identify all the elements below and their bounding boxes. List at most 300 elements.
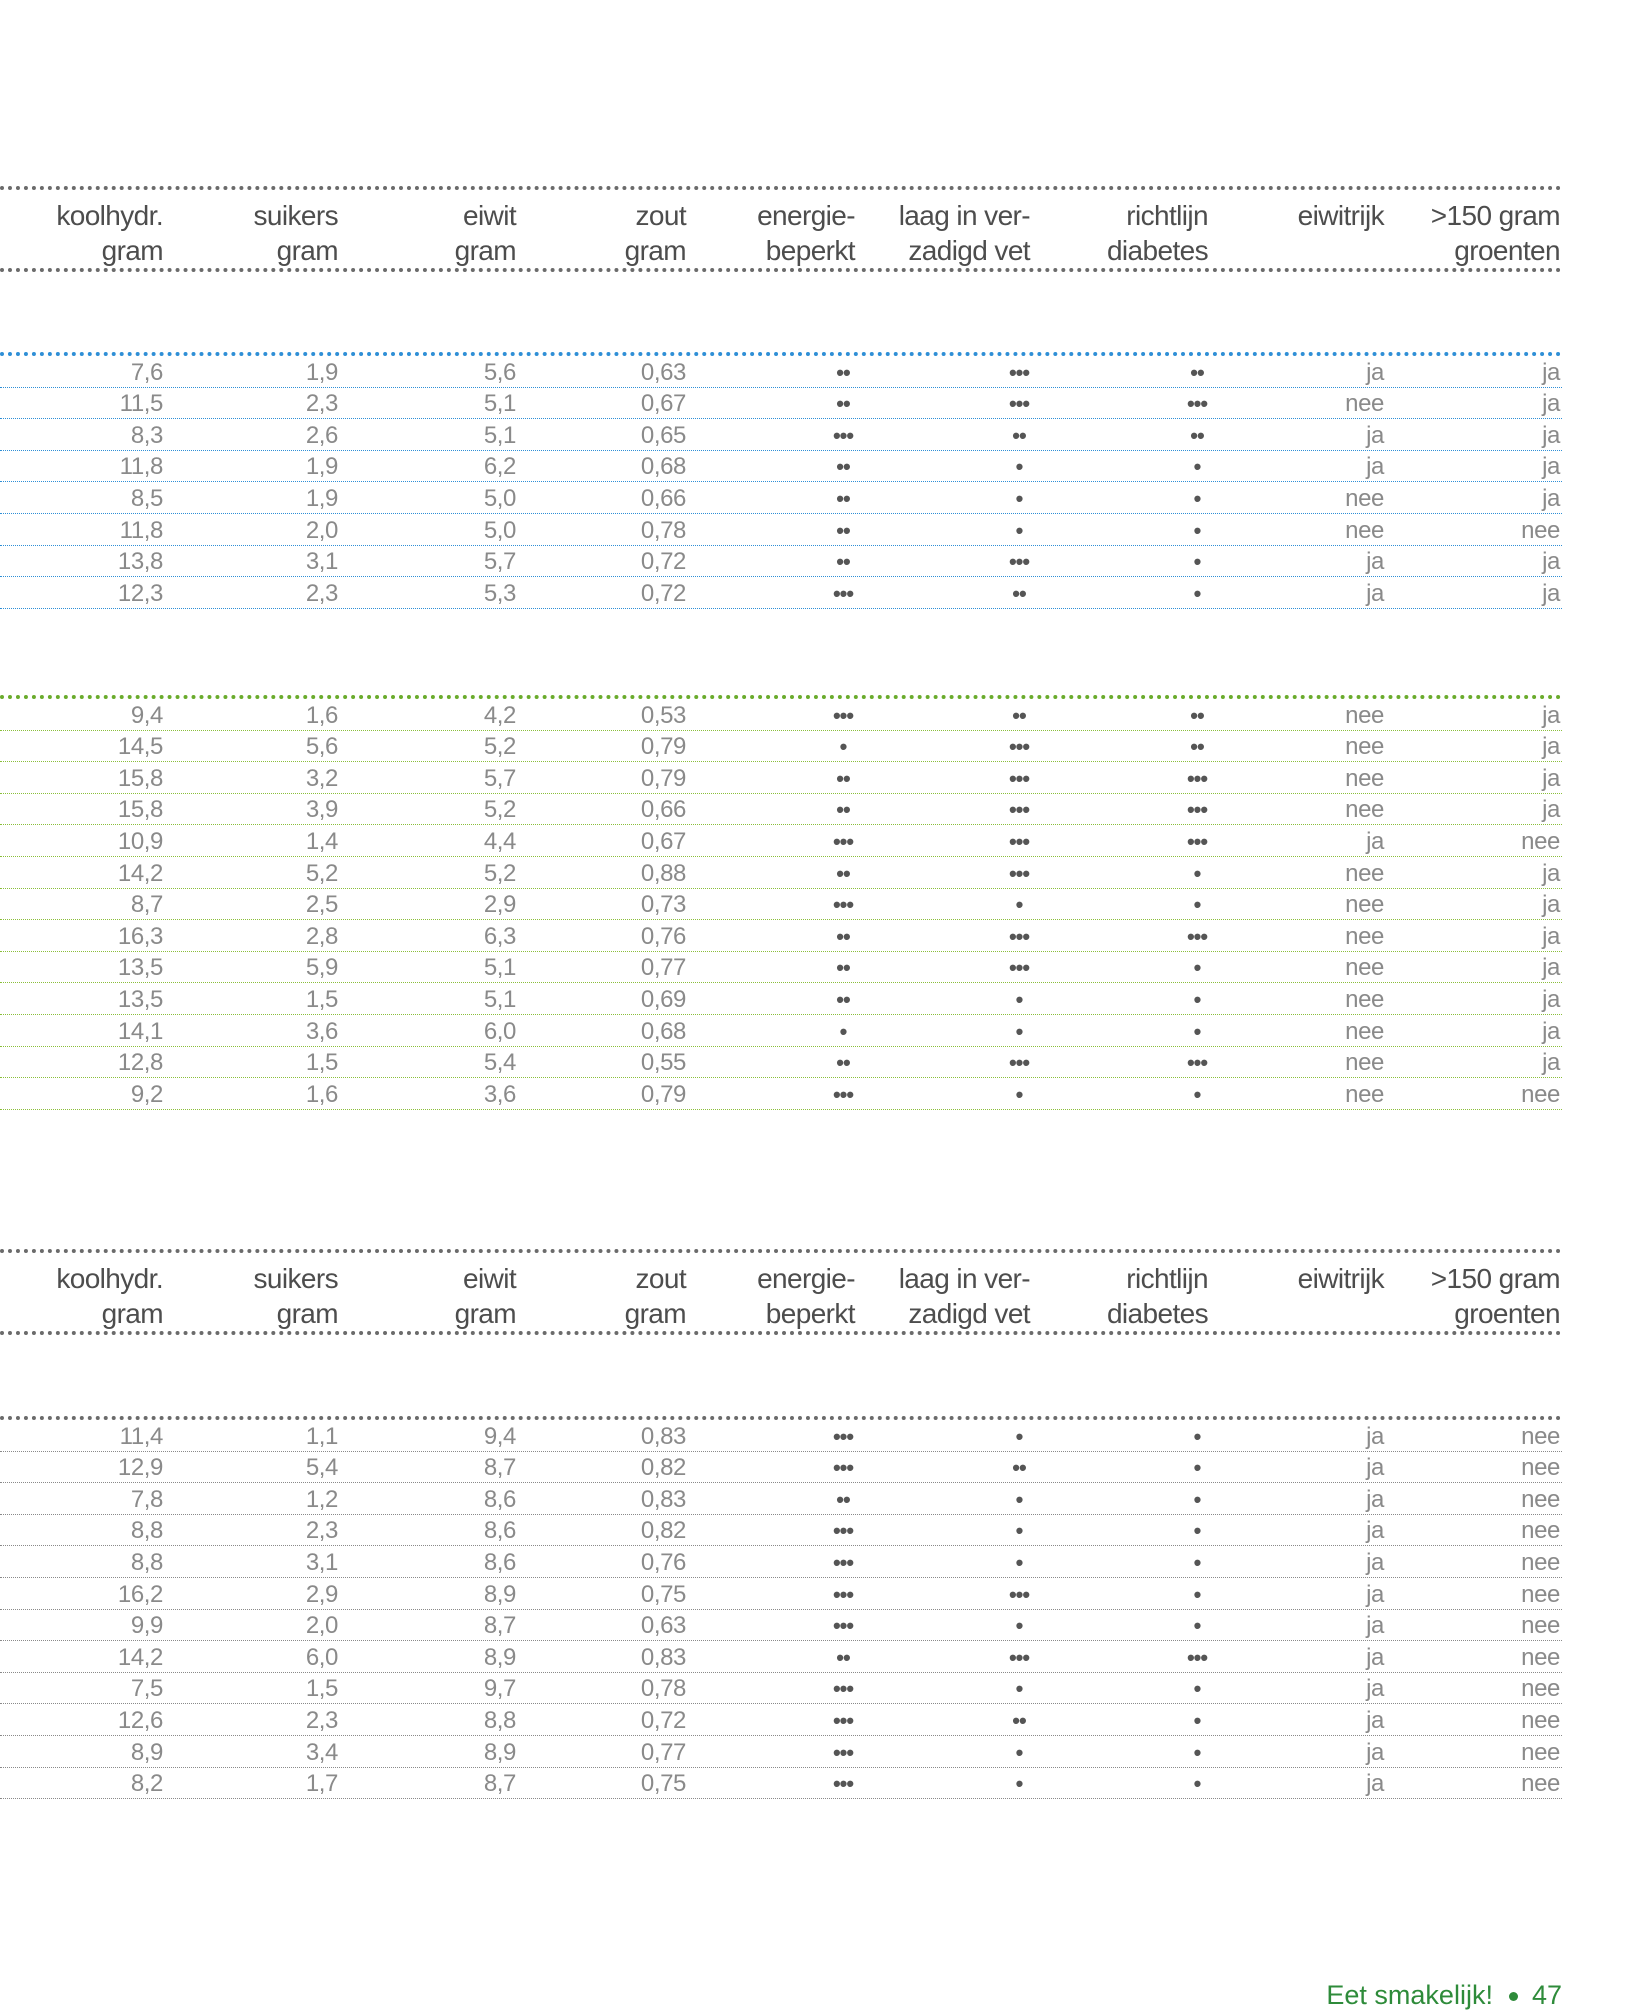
cell-koolhydr: 11,5 (119, 390, 163, 418)
cell-energie: ••• (832, 1549, 854, 1575)
cell-zout: 0,77 (640, 954, 686, 982)
cell-eiwit: 9,7 (483, 1675, 516, 1703)
cell-eiwitrijk: nee (1345, 484, 1384, 512)
cell-energie: •• (836, 1050, 850, 1076)
cell-zout: 0,67 (640, 827, 686, 855)
cell-koolhydr: 8,5 (130, 484, 163, 512)
cell-zout: 0,82 (640, 1454, 686, 1482)
cell-diabetes: ••• (1186, 828, 1208, 854)
cell-koolhydr: 7,6 (130, 358, 163, 386)
cell-eiwit: 8,9 (483, 1738, 516, 1766)
cell-energie: •• (836, 955, 850, 981)
table-row (0, 419, 1562, 451)
header-eiwit (455, 1261, 516, 1331)
cell-energie: ••• (832, 1581, 854, 1607)
cell-koolhydr: 14,2 (117, 1643, 163, 1671)
cell-groenten: ja (1542, 484, 1560, 512)
cell-koolhydr: 8,2 (130, 1770, 163, 1798)
cell-suikers: 1,6 (305, 701, 338, 729)
cell-energie: ••• (832, 892, 854, 918)
cell-vet: ••• (1008, 765, 1030, 791)
cell-eiwit: 8,7 (483, 1454, 516, 1482)
cell-eiwitrijk: ja (1366, 1770, 1384, 1798)
cell-eiwit: 5,1 (483, 954, 516, 982)
cell-energie: •• (836, 517, 850, 543)
cell-diabetes: • (1193, 1486, 1201, 1512)
table-row (0, 1768, 1562, 1800)
cell-eiwitrijk: ja (1366, 548, 1384, 576)
cell-eiwitrijk: ja (1366, 1643, 1384, 1671)
cell-vet: •• (1012, 702, 1026, 728)
header-line: groenten (1454, 235, 1560, 266)
cell-groenten: ja (1542, 954, 1560, 982)
header-line (1298, 233, 1384, 268)
cell-energie: •• (836, 454, 850, 480)
header-line: richtlijn (1126, 200, 1208, 231)
cell-energie: ••• (832, 1771, 854, 1797)
table-row (0, 1610, 1562, 1642)
cell-energie: ••• (832, 1676, 854, 1702)
section-rows (0, 699, 1562, 1110)
cell-diabetes: ••• (1186, 923, 1208, 949)
cell-vet: • (1015, 1549, 1023, 1575)
cell-vet: •• (1012, 422, 1026, 448)
header-line: gram (624, 1298, 686, 1329)
cell-suikers: 1,7 (305, 1770, 338, 1798)
table-row (0, 388, 1562, 420)
header-line: laag in ver- (898, 200, 1030, 231)
cell-groenten: ja (1542, 358, 1560, 386)
cell-koolhydr: 14,1 (117, 1017, 163, 1045)
page-number: 47 (1531, 1980, 1562, 2010)
cell-diabetes: • (1193, 485, 1201, 511)
cell-eiwit: 5,0 (483, 484, 516, 512)
header-eiwitrijk (1298, 1261, 1384, 1331)
header-line: koolhydr. (56, 1263, 163, 1294)
cell-groenten: nee (1521, 1675, 1560, 1703)
header-line: gram (101, 235, 163, 266)
header-diabetes (1107, 198, 1208, 268)
cell-groenten: nee (1521, 1454, 1560, 1482)
cell-suikers: 5,4 (305, 1454, 338, 1482)
cell-eiwitrijk: ja (1366, 1706, 1384, 1734)
cell-energie: ••• (832, 702, 854, 728)
cell-vet: ••• (1008, 391, 1030, 417)
table-row (0, 1515, 1562, 1547)
header-line: zout (635, 200, 686, 231)
header-line: diabetes (1106, 1298, 1208, 1329)
cell-diabetes: • (1193, 580, 1201, 606)
cell-eiwitrijk: ja (1366, 579, 1384, 607)
cell-koolhydr: 12,3 (117, 579, 163, 607)
header-line: groenten (1454, 1298, 1560, 1329)
cell-suikers: 5,2 (305, 859, 338, 887)
cell-koolhydr: 8,8 (130, 1548, 163, 1576)
table-section-green (0, 695, 1562, 1110)
table-row (0, 983, 1562, 1015)
cell-groenten: ja (1542, 701, 1560, 729)
cell-diabetes: • (1193, 1771, 1201, 1797)
header-line: eiwit (462, 200, 516, 231)
header-energie (757, 198, 855, 268)
cell-energie: ••• (832, 1707, 854, 1733)
table-row (0, 731, 1562, 763)
cell-eiwitrijk: nee (1345, 796, 1384, 824)
cell-zout: 0,79 (640, 764, 686, 792)
cell-vet: ••• (1008, 1581, 1030, 1607)
table-row (0, 1015, 1562, 1047)
table-row (0, 546, 1562, 578)
header-line: gram (101, 1298, 163, 1329)
cell-energie: •• (836, 359, 850, 385)
cell-vet: •• (1012, 1455, 1026, 1481)
table-row (0, 451, 1562, 483)
table-section-gray (0, 1416, 1562, 1799)
table-row (0, 920, 1562, 952)
cell-zout: 0,75 (640, 1770, 686, 1798)
cell-vet: ••• (1008, 955, 1030, 981)
cell-suikers: 1,6 (305, 1080, 338, 1108)
cell-groenten: nee (1521, 516, 1560, 544)
cell-suikers: 2,6 (305, 421, 338, 449)
header-suikers (254, 1261, 339, 1331)
header-line: diabetes (1106, 235, 1208, 266)
cell-eiwit: 5,0 (483, 516, 516, 544)
cell-diabetes: • (1193, 1018, 1201, 1044)
cell-zout: 0,73 (640, 891, 686, 919)
cell-suikers: 1,9 (305, 358, 338, 386)
cell-eiwit: 4,2 (483, 701, 516, 729)
table-row (0, 889, 1562, 921)
cell-koolhydr: 15,8 (117, 796, 163, 824)
header-line: energie- (757, 200, 855, 231)
cell-vet: ••• (1008, 359, 1030, 385)
cell-suikers: 1,2 (305, 1485, 338, 1513)
header-zout (625, 198, 686, 268)
cell-eiwit: 5,7 (483, 548, 516, 576)
cell-diabetes: • (1193, 549, 1201, 575)
cell-groenten: nee (1521, 827, 1560, 855)
cell-diabetes: ••• (1186, 797, 1208, 823)
cell-vet: ••• (1008, 828, 1030, 854)
cell-diabetes: •• (1190, 359, 1204, 385)
cell-eiwit: 8,9 (483, 1580, 516, 1608)
cell-koolhydr: 14,5 (117, 733, 163, 761)
cell-koolhydr: 13,5 (117, 954, 163, 982)
cell-vet: ••• (1008, 549, 1030, 575)
header-line: beperkt (765, 235, 855, 266)
cell-eiwitrijk: nee (1345, 516, 1384, 544)
header-line: beperkt (765, 1298, 855, 1329)
cell-suikers: 2,3 (305, 1517, 338, 1545)
cell-diabetes: • (1193, 454, 1201, 480)
cell-vet: • (1015, 454, 1023, 480)
cell-diabetes: • (1193, 1518, 1201, 1544)
table-section-blue (0, 352, 1562, 609)
table-row (0, 514, 1562, 546)
header-suikers (254, 198, 339, 268)
cell-suikers: 1,4 (305, 827, 338, 855)
cell-zout: 0,78 (640, 1675, 686, 1703)
cell-diabetes: •• (1190, 702, 1204, 728)
cell-groenten: ja (1542, 548, 1560, 576)
cell-koolhydr: 8,9 (130, 1738, 163, 1766)
cell-zout: 0,72 (640, 1706, 686, 1734)
cell-koolhydr: 16,3 (117, 922, 163, 950)
header-line: suikers (253, 1263, 338, 1294)
cell-eiwitrijk: ja (1366, 1517, 1384, 1545)
cell-diabetes: • (1193, 986, 1201, 1012)
cell-zout: 0,79 (640, 1080, 686, 1108)
cell-eiwit: 8,7 (483, 1612, 516, 1640)
cell-diabetes: • (1193, 860, 1201, 886)
cell-suikers: 2,3 (305, 579, 338, 607)
cell-vet: •• (1012, 580, 1026, 606)
cell-eiwit: 8,7 (483, 1770, 516, 1798)
page-footer (1326, 1980, 1562, 2011)
cell-vet: • (1015, 1676, 1023, 1702)
cell-koolhydr: 11,8 (119, 453, 163, 481)
cell-energie: ••• (832, 1613, 854, 1639)
cell-koolhydr: 7,8 (130, 1485, 163, 1513)
cell-energie: ••• (832, 1518, 854, 1544)
cell-suikers: 2,3 (305, 390, 338, 418)
cell-zout: 0,66 (640, 796, 686, 824)
cell-koolhydr: 8,7 (130, 891, 163, 919)
cell-eiwitrijk: ja (1366, 1422, 1384, 1450)
cell-koolhydr: 13,8 (117, 548, 163, 576)
cell-groenten: nee (1521, 1580, 1560, 1608)
cell-energie: •• (836, 923, 850, 949)
table-row (0, 794, 1562, 826)
cell-suikers: 1,5 (305, 1675, 338, 1703)
cell-koolhydr: 7,5 (130, 1675, 163, 1703)
table-row (0, 762, 1562, 794)
cell-diabetes: • (1193, 517, 1201, 543)
cell-groenten: nee (1521, 1706, 1560, 1734)
cell-suikers: 2,8 (305, 922, 338, 950)
cell-vet: ••• (1008, 1644, 1030, 1670)
cell-groenten: ja (1542, 985, 1560, 1013)
table-row (0, 1673, 1562, 1705)
cell-eiwit: 5,2 (483, 796, 516, 824)
cell-energie: •• (836, 1644, 850, 1670)
cell-energie: •• (836, 986, 850, 1012)
cell-zout: 0,68 (640, 453, 686, 481)
header-line: gram (624, 235, 686, 266)
cell-eiwit: 5,1 (483, 985, 516, 1013)
table-row (0, 1452, 1562, 1484)
cell-eiwit: 5,2 (483, 859, 516, 887)
cell-koolhydr: 10,9 (117, 827, 163, 855)
cell-vet: • (1015, 517, 1023, 543)
cell-suikers: 3,2 (305, 764, 338, 792)
cell-vet: • (1015, 1613, 1023, 1639)
header-zout (625, 1261, 686, 1331)
cell-eiwit: 5,2 (483, 733, 516, 761)
cell-eiwitrijk: nee (1345, 859, 1384, 887)
cell-koolhydr: 14,2 (117, 859, 163, 887)
header-row (0, 190, 1562, 268)
cell-koolhydr: 9,9 (130, 1612, 163, 1640)
cell-diabetes: ••• (1186, 765, 1208, 791)
cell-eiwitrijk: ja (1366, 421, 1384, 449)
header-bottom-rule (0, 268, 1562, 272)
cell-eiwitrijk: ja (1366, 1548, 1384, 1576)
header-line: koolhydr. (56, 200, 163, 231)
cell-eiwit: 8,8 (483, 1706, 516, 1734)
header-vet (899, 1261, 1030, 1331)
cell-suikers: 2,0 (305, 516, 338, 544)
table-row (0, 1704, 1562, 1736)
cell-vet: ••• (1008, 860, 1030, 886)
header-koolhydr (56, 198, 163, 268)
cell-energie: ••• (832, 1455, 854, 1481)
header-groenten (1431, 198, 1560, 268)
cell-diabetes: • (1193, 1423, 1201, 1449)
cell-diabetes: • (1193, 1707, 1201, 1733)
cell-suikers: 3,4 (305, 1738, 338, 1766)
cell-diabetes: • (1193, 1581, 1201, 1607)
cell-eiwitrijk: ja (1366, 1580, 1384, 1608)
cell-vet: ••• (1008, 1050, 1030, 1076)
cell-suikers: 1,9 (305, 453, 338, 481)
table-row (0, 699, 1562, 731)
cell-diabetes: •• (1190, 734, 1204, 760)
cell-suikers: 2,9 (305, 1580, 338, 1608)
column-header-top (0, 186, 1562, 272)
cell-suikers: 3,9 (305, 796, 338, 824)
cell-zout: 0,53 (640, 701, 686, 729)
cell-groenten: ja (1542, 579, 1560, 607)
cell-energie: ••• (832, 828, 854, 854)
cell-suikers: 3,1 (305, 548, 338, 576)
cell-energie: • (839, 734, 847, 760)
cell-diabetes: • (1193, 1455, 1201, 1481)
table-row (0, 1546, 1562, 1578)
header-bottom-rule (0, 1331, 1562, 1335)
cell-groenten: nee (1521, 1770, 1560, 1798)
cell-zout: 0,75 (640, 1580, 686, 1608)
header-line: gram (454, 1298, 516, 1329)
cell-eiwitrijk: ja (1366, 453, 1384, 481)
table-row (0, 1578, 1562, 1610)
cell-eiwitrijk: nee (1345, 764, 1384, 792)
table-row (0, 577, 1562, 609)
cell-suikers: 1,9 (305, 484, 338, 512)
cell-energie: ••• (832, 580, 854, 606)
cell-koolhydr: 11,4 (119, 1422, 163, 1450)
cell-zout: 0,82 (640, 1517, 686, 1545)
header-groenten (1431, 1261, 1560, 1331)
header-line: >150 gram (1430, 1263, 1560, 1294)
cell-vet: • (1015, 1518, 1023, 1544)
cell-suikers: 2,5 (305, 891, 338, 919)
cell-diabetes: • (1193, 892, 1201, 918)
cell-zout: 0,69 (640, 985, 686, 1013)
table-row (0, 857, 1562, 889)
cell-zout: 0,55 (640, 1049, 686, 1077)
cell-zout: 0,83 (640, 1422, 686, 1450)
cell-eiwitrijk: nee (1345, 1017, 1384, 1045)
table-row (0, 482, 1562, 514)
cell-eiwitrijk: ja (1366, 1675, 1384, 1703)
cell-energie: •• (836, 860, 850, 886)
cell-koolhydr: 9,2 (130, 1080, 163, 1108)
cell-energie: •• (836, 797, 850, 823)
cell-eiwit: 3,6 (483, 1080, 516, 1108)
cell-eiwit: 8,6 (483, 1548, 516, 1576)
cell-eiwitrijk: ja (1366, 827, 1384, 855)
cell-energie: ••• (832, 1739, 854, 1765)
cell-eiwit: 5,7 (483, 764, 516, 792)
cell-groenten: nee (1521, 1643, 1560, 1671)
cell-suikers: 3,1 (305, 1548, 338, 1576)
cell-eiwitrijk: ja (1366, 1612, 1384, 1640)
header-line: zadigd vet (908, 1298, 1030, 1329)
cell-koolhydr: 11,8 (119, 516, 163, 544)
cell-koolhydr: 9,4 (130, 701, 163, 729)
cell-groenten: ja (1542, 764, 1560, 792)
cell-koolhydr: 8,8 (130, 1517, 163, 1545)
cell-suikers: 1,5 (305, 1049, 338, 1077)
cell-zout: 0,72 (640, 579, 686, 607)
cell-energie: • (839, 1018, 847, 1044)
cell-diabetes: • (1193, 955, 1201, 981)
cell-energie: •• (836, 1486, 850, 1512)
cell-energie: •• (836, 765, 850, 791)
cell-energie: ••• (832, 1081, 854, 1107)
section-rows (0, 1420, 1562, 1799)
cell-koolhydr: 12,6 (117, 1706, 163, 1734)
header-vet (899, 198, 1030, 268)
cell-groenten: ja (1542, 922, 1560, 950)
header-line: eiwitrijk (1297, 200, 1384, 231)
cell-eiwit: 8,6 (483, 1517, 516, 1545)
cell-vet: ••• (1008, 797, 1030, 823)
table-row (0, 356, 1562, 388)
cell-vet: ••• (1008, 734, 1030, 760)
cell-zout: 0,88 (640, 859, 686, 887)
cell-zout: 0,66 (640, 484, 686, 512)
header-line: energie- (757, 1263, 855, 1294)
cell-groenten: nee (1521, 1422, 1560, 1450)
table-row (0, 825, 1562, 857)
cell-eiwit: 5,3 (483, 579, 516, 607)
cell-koolhydr: 15,8 (117, 764, 163, 792)
header-eiwit (455, 198, 516, 268)
column-header-bottom (0, 1249, 1562, 1335)
cell-groenten: ja (1542, 421, 1560, 449)
cell-diabetes: • (1193, 1676, 1201, 1702)
table-row (0, 1736, 1562, 1768)
cell-diabetes: ••• (1186, 391, 1208, 417)
cell-groenten: ja (1542, 733, 1560, 761)
header-line: richtlijn (1126, 1263, 1208, 1294)
cell-koolhydr: 12,8 (117, 1049, 163, 1077)
cell-eiwitrijk: ja (1366, 1485, 1384, 1513)
cell-koolhydr: 13,5 (117, 985, 163, 1013)
cell-energie: •• (836, 485, 850, 511)
cell-vet: • (1015, 1018, 1023, 1044)
cell-eiwitrijk: nee (1345, 733, 1384, 761)
cell-suikers: 2,3 (305, 1706, 338, 1734)
cell-zout: 0,83 (640, 1643, 686, 1671)
header-line: laag in ver- (898, 1263, 1030, 1294)
cell-eiwit: 4,4 (483, 827, 516, 855)
header-line: gram (276, 1298, 338, 1329)
cell-eiwit: 2,9 (483, 891, 516, 919)
